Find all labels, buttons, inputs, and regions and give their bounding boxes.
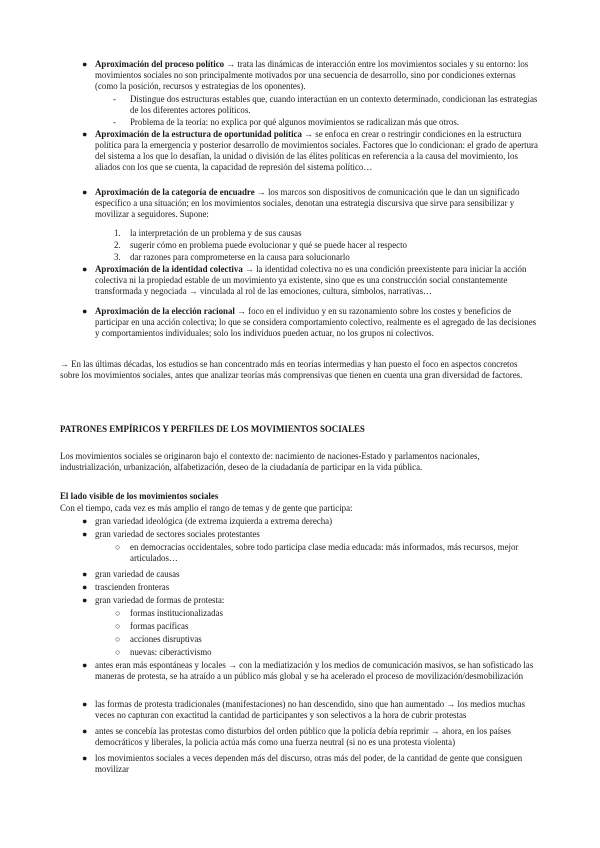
- list-item: las formas de protesta tradicionales (manifestaciones) no han descendido, sino que han aumentado → los medios muchas veces no capturan con exactitud la cantidad de participantes y son selectivos a la hora de cubrir protestas: [95, 699, 526, 721]
- bullet-marker: ●: [82, 187, 88, 197]
- numbered-item: dar razones para comprometerse en la causa para solucionarlo: [130, 252, 350, 262]
- sub-item: Problema de la teoría: no explica por qué algunos movimientos se radicalizan más que otros.: [130, 117, 460, 127]
- list-item: los movimientos sociales a veces dependen más del discurso, otras más del poder, de la cantidad de gente que consiguen movilizar: [95, 753, 523, 775]
- bullet-marker: ●: [82, 753, 88, 763]
- bullet-marker: ●: [82, 59, 88, 69]
- bullet-text: → foco en el individuo y en su razonamiento sobre los costes y beneficios de participar en una acción colectiva; lo que se considera comportamiento colectivo, realmente es el agregado de las decisiones y comportamientos individuales; solo los individuos pueden actuar, no los grupos ni colectivos.: [95, 306, 537, 339]
- circle-marker: ○: [115, 621, 121, 631]
- list-item: gran variedad de formas de protesta:: [95, 595, 225, 605]
- number-marker: 1.: [114, 228, 121, 238]
- bullet-marker: ●: [82, 129, 88, 139]
- list-item: gran variedad de causas: [95, 569, 180, 579]
- circle-marker: ○: [115, 542, 121, 552]
- bullet-collective-identity: [95, 264, 540, 297]
- number-marker: 3.: [114, 252, 121, 262]
- dash-marker: -: [113, 94, 116, 104]
- bullet-text: → se enfoca en crear o restringir condiciones en la estructura política para la emergencia y posterior desarrollo de movimientos sociales. Factores que lo condicionan: el grado de apertura del sistema a los que lo desafían, la unidad o división de las élites políticas en referencia a la causa del movimiento, los aliados con los que se cuenta, la capacidad de represión del sistema político…: [95, 129, 538, 173]
- list-item: antes eran más espontáneas y locales → con la mediatización y los medios de comunicación masivos, se han sofisticado las maneras de protesta, se ha atraído a un público más global y se ha acelerado el proceso de movilización/desmobilización: [95, 660, 534, 682]
- subsection-intro: Con el tiempo, cada vez es más amplio el rango de temas y de gente que participa:: [60, 503, 353, 513]
- sub-item: nuevas: ciberactivismo: [130, 647, 212, 657]
- sub-item: formas pacíficas: [130, 621, 189, 631]
- bullet-marker: ●: [82, 529, 88, 539]
- bullet-text: → los marcos son dispositivos de comunicación que le dan un significado específico a una situación; en los movimientos sociales, denotan una estrategia discursiva que sirve para sensibilizar y movilizar a seguidores. Supone:: [95, 187, 520, 220]
- bullet-rational-choice: [95, 306, 540, 339]
- bullet-marker: ●: [82, 516, 88, 526]
- bullet-title: Aproximación de la categoría de encuadre: [95, 187, 255, 197]
- sub-item: formas institucionalizadas: [130, 608, 223, 618]
- bullet-marker: ●: [82, 306, 88, 316]
- bullet-political-opportunity: [95, 129, 540, 173]
- bullet-marker: ●: [82, 726, 88, 736]
- numbered-item: la interpretación de un problema y de sus causas: [130, 228, 302, 238]
- list-item: gran variedad ideológica (de extrema izquierda a extrema derecha): [95, 516, 333, 526]
- number-marker: 2.: [114, 240, 121, 250]
- bullet-text: → la identidad colectiva no es una condición preexistente para iniciar la acción colectiva ni la propiedad estable de un movimiento ya existente, sino que es una construcción social constantemente transformada y negociada → vinculada al rol de las emociones, cultura, símbolos, narrativas…: [95, 264, 527, 297]
- bullet-title: Aproximación de la identidad colectiva: [95, 264, 243, 274]
- section-title: PATRONES EMPÍRICOS Y PERFILES DE LOS MOVIMIENTOS SOCIALES: [60, 424, 365, 434]
- section-intro: Los movimientos sociales se originaron bajo el contexto de: nacimiento de naciones-Estado y parlamentos nacionales, industrialización, urbanización, alfabetización, deseo de la ciudadanía de participar en la vida pública.: [60, 451, 480, 473]
- subsection-title: El lado visible de los movimientos sociales: [60, 491, 219, 501]
- bullet-marker: ●: [82, 582, 88, 592]
- dash-marker: -: [113, 117, 116, 127]
- bullet-marker: ●: [82, 699, 88, 709]
- bullet-marker: ●: [82, 569, 88, 579]
- circle-marker: ○: [115, 634, 121, 644]
- conclusion-paragraph: → En las últimas décadas, los estudios se han concentrado más en teorías intermedias y han puesto el foco en aspectos concretos sobre los movimientos sociales, antes que analizar teorías más comprensivas que tienen en cuenta una gran diversidad de factores.: [60, 359, 523, 381]
- circle-marker: ○: [115, 647, 121, 657]
- bullet-title: Aproximación del proceso político: [95, 59, 225, 69]
- circle-marker: ○: [115, 608, 121, 618]
- list-item: gran variedad de sectores sociales protestantes: [95, 529, 260, 539]
- bullet-marker: ●: [82, 595, 88, 605]
- bullet-title: Aproximación de la estructura de oportunidad política: [95, 129, 302, 139]
- bullet-text: → trata las dinámicas de interacción entre los movimientos sociales y su entorno: los movimientos sociales no son principalmente motivados por una secuencia de desarrollo, sino por condiciones externas (como la posición, recursos y estrategias de los oponentes).: [95, 59, 529, 92]
- sub-item: en democracias occidentales, sobre todo participa clase media educada: más informados, más recursos, mejor articulados…: [130, 542, 519, 564]
- bullet-title: Aproximación de la elección racional: [95, 306, 235, 316]
- sub-item: Distingue dos estructuras estables que, cuando interactúan en un contexto determinado, condicionan las estrategias de los diferentes actores políticos.: [130, 94, 538, 116]
- sub-item: acciones disruptivas: [130, 634, 202, 644]
- bullet-political-process: [95, 59, 540, 92]
- bullet-marker: ●: [82, 264, 88, 274]
- bullet-marker: ●: [82, 660, 88, 670]
- numbered-item: sugerir cómo en problema puede evolucionar y qué se puede hacer al respecto: [130, 240, 407, 250]
- list-item: trascienden fronteras: [95, 582, 170, 592]
- list-item: antes se concebía las protestas como disturbios del orden público que la policía debía reprimir → ahora, en los países democráticos y liberales, la policía actúa más como una fuerza neutral (si no es una protesta violenta): [95, 726, 512, 748]
- bullet-framing: [95, 187, 540, 220]
